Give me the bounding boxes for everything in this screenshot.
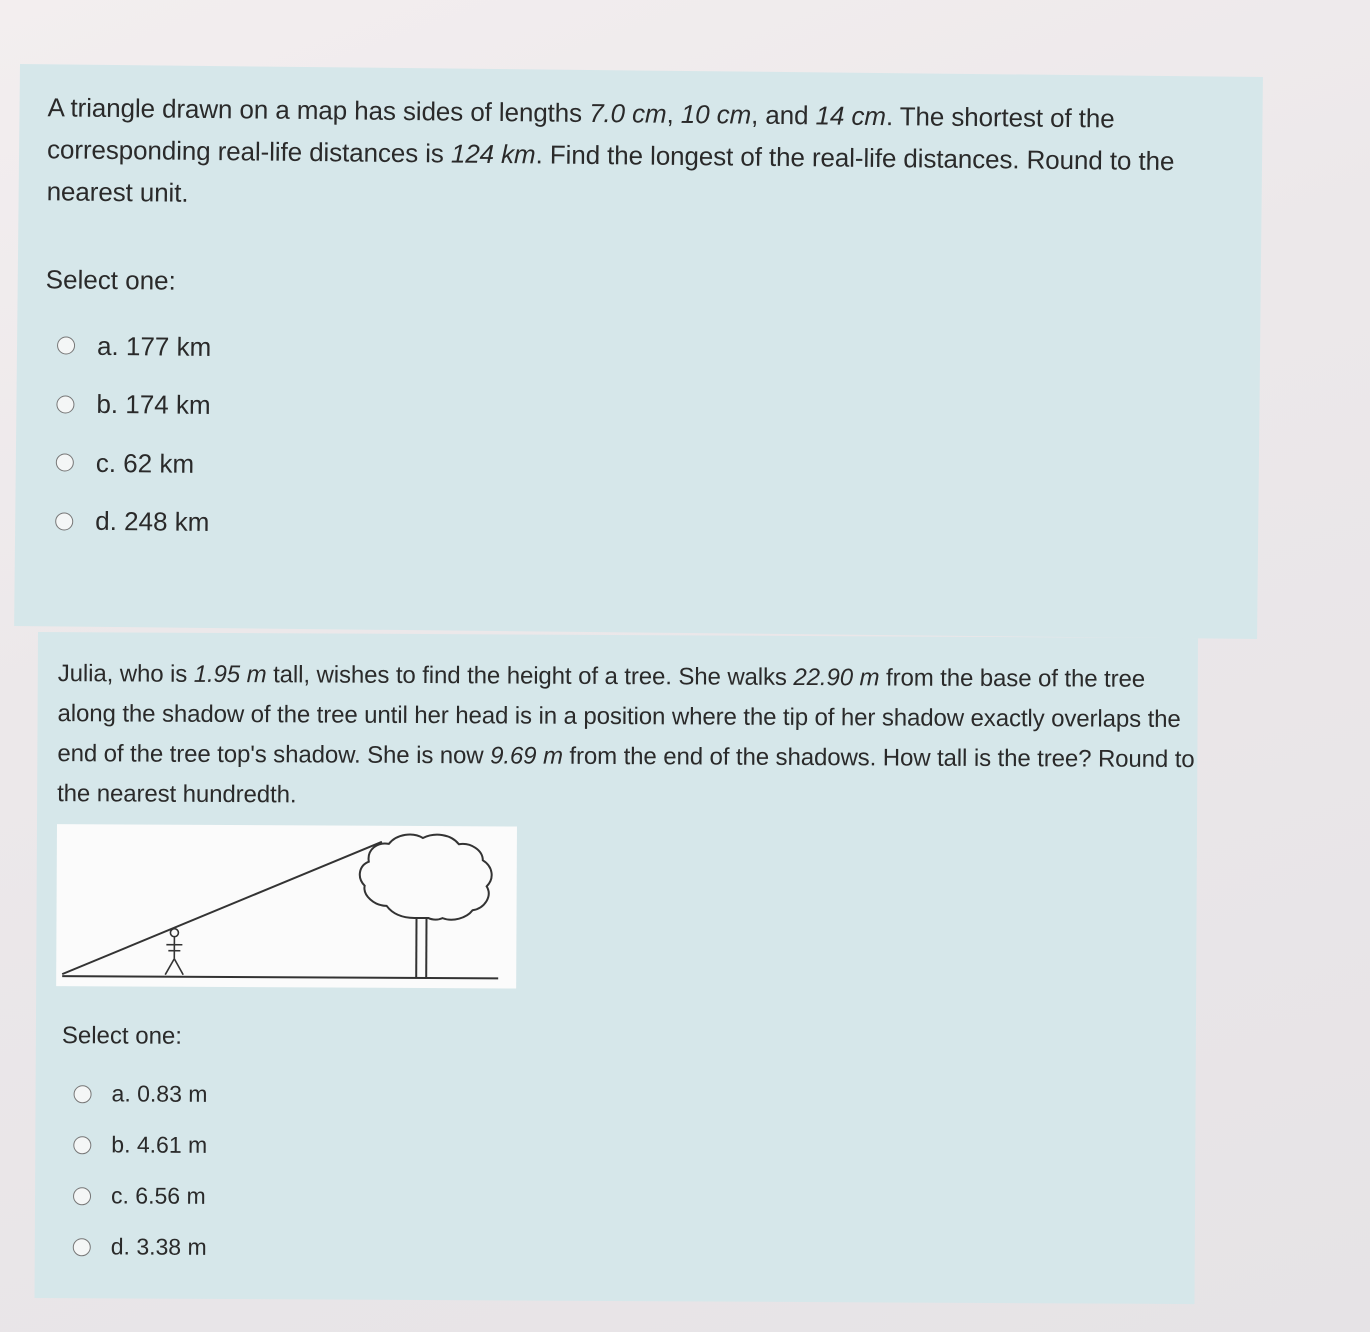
question-2-option-b[interactable]: [73, 1119, 207, 1171]
option-label: c. 6.56 m: [110, 1182, 206, 1209]
option-label: c. 62 km: [95, 447, 195, 479]
question-2-option-a[interactable]: [73, 1068, 207, 1120]
option-label: a. 0.83 m: [111, 1080, 208, 1107]
shadow-ray: [62, 840, 382, 976]
radio-button[interactable]: [56, 454, 74, 472]
option-label: a. 177 km: [96, 330, 212, 362]
radio-button[interactable]: [55, 512, 73, 530]
question-1-option-c[interactable]: [56, 433, 211, 493]
radio-button[interactable]: [73, 1238, 91, 1256]
tree-shadow-diagram: [56, 824, 517, 988]
question-2-option-d[interactable]: [73, 1221, 207, 1273]
question-1-options: [55, 316, 212, 552]
option-label: b. 4.61 m: [111, 1131, 208, 1158]
question-2-option-c[interactable]: [73, 1170, 207, 1222]
question-1-text: A triangle drawn on a map has sides of lengths 7.0 cm, 10 cm, and 14 cm. The shortest of the corresponding real-life distances is 124 km. Find the longest of the real-life distances. Round to the nearest unit.: [46, 92, 1175, 208]
question-2-options: [73, 1068, 208, 1273]
question-2-text: Julia, who is 1.95 m tall, wishes to find the height of a tree. She walks 22.90 m from the base of the tree along the shadow of the tree until her head is in a position where the tip of her shadow exactly overlaps the end of the tree top's shadow. She is now 9.69 m from the end of the shadows. How tall is the tree? Round to the nearest hundredth.: [57, 660, 1195, 809]
radio-button[interactable]: [74, 1085, 92, 1103]
option-label: b. 174 km: [96, 389, 211, 421]
option-label: d. 248 km: [95, 506, 210, 538]
radio-button[interactable]: [73, 1136, 91, 1154]
person-figure: [165, 929, 183, 975]
question-1-option-d[interactable]: [55, 492, 210, 552]
question-1-select-label: Select one:: [45, 264, 176, 296]
question-2-select-label: Select one:: [61, 1022, 183, 1050]
radio-button[interactable]: [57, 337, 75, 355]
ground-line: [62, 976, 498, 978]
radio-button[interactable]: [56, 395, 74, 413]
question-1-card: [14, 64, 1263, 639]
option-label: d. 3.38 m: [110, 1233, 207, 1260]
question-2-card: [35, 632, 1198, 1304]
tree-figure: [359, 834, 492, 978]
question-1-option-b[interactable]: [56, 375, 211, 435]
radio-button[interactable]: [73, 1187, 91, 1205]
question-1-option-a[interactable]: [57, 316, 212, 376]
